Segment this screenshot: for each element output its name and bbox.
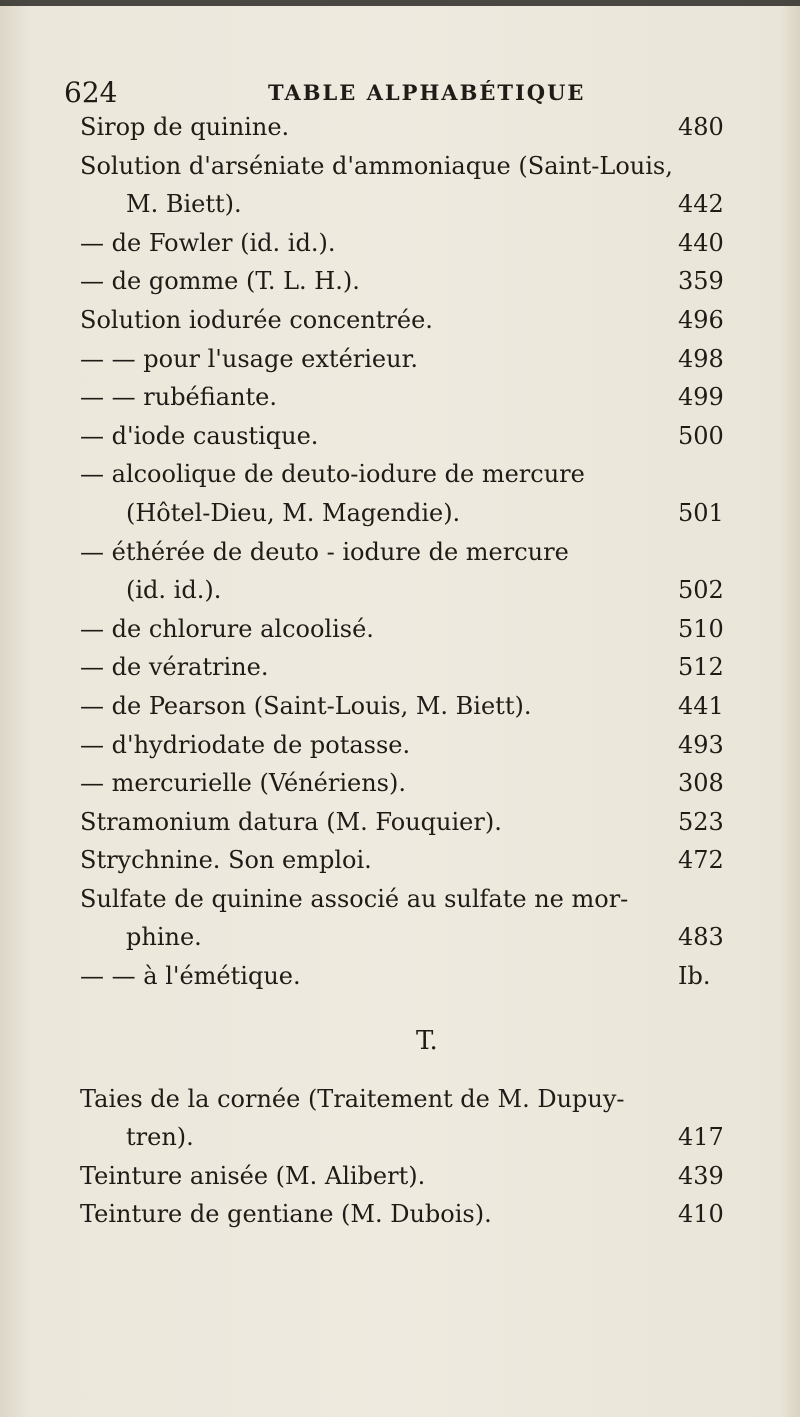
index-entry xyxy=(0,1118,800,1157)
entry-text: — — rubéfiante. xyxy=(80,383,278,412)
entry-page-number: 480 xyxy=(678,113,724,141)
index-entry xyxy=(0,185,800,224)
entry-text: Strychnine. Son emploi. xyxy=(80,846,372,875)
entry-text: — mercurielle (Vénériens). xyxy=(80,769,406,798)
index-entry xyxy=(0,764,800,803)
entry-text: — de Fowler (id. id.). xyxy=(80,228,336,257)
index-entry xyxy=(0,1195,800,1234)
entry-text: — d'iode caustique. xyxy=(80,421,319,450)
entry-text: Taies de la cornée (Traitement de M. Dupuy- xyxy=(80,1084,625,1113)
entry-page-number: Ib. xyxy=(678,962,711,991)
entry-text: — éthérée de deuto - iodure de mercure xyxy=(80,537,569,566)
index-entry xyxy=(0,918,800,957)
entry-page-number: 417 xyxy=(678,1123,724,1152)
entry-page-number: 493 xyxy=(678,730,724,759)
entry-text: — d'hydriodate de potasse. xyxy=(80,730,411,759)
entry-text: Solution iodurée concentrée. xyxy=(80,305,433,334)
entry-text: Sirop de quinine. xyxy=(80,113,290,141)
entry-text: — alcoolique de deuto-iodure de mercure xyxy=(80,460,585,489)
entry-text: — de vératrine. xyxy=(80,653,269,682)
entry-text: phine. xyxy=(126,923,202,952)
entry-text: (id. id.). xyxy=(126,576,222,605)
index-entry xyxy=(0,648,800,687)
entry-text: Stramonium datura (M. Fouquier). xyxy=(80,807,502,836)
entry-text: — de gomme (T. L. H.). xyxy=(80,267,360,296)
index-entry xyxy=(0,147,800,186)
index-section-s xyxy=(0,108,800,996)
section-divider xyxy=(0,996,800,1080)
index-entry xyxy=(0,687,800,726)
entry-page-number: 472 xyxy=(678,846,724,875)
entry-text: Sulfate de quinine associé au sulfate ne mor- xyxy=(80,884,629,913)
entry-text: — de Pearson (Saint-Louis, M. Biett). xyxy=(80,691,532,720)
index-entry xyxy=(0,340,800,379)
entry-page-number: 523 xyxy=(678,807,724,836)
page-number: 624 xyxy=(64,76,118,109)
index-entry xyxy=(0,726,800,765)
entry-page-number: 498 xyxy=(678,344,724,373)
index-entry xyxy=(0,224,800,263)
entry-text: tren). xyxy=(126,1123,194,1152)
index-section-t xyxy=(0,1080,800,1234)
index-entry xyxy=(0,378,800,417)
index-entry xyxy=(0,957,800,996)
index-entry xyxy=(0,417,800,456)
entry-text: Teinture anisée (M. Alibert). xyxy=(80,1161,426,1190)
entry-text: — — à l'émétique. xyxy=(80,962,301,991)
index-entry xyxy=(0,301,800,340)
index-entry xyxy=(0,803,800,842)
entry-text: M. Biett). xyxy=(126,190,242,219)
entry-page-number: 308 xyxy=(678,769,724,798)
index-entry xyxy=(0,533,800,572)
index-entry xyxy=(0,108,800,147)
entry-page-number: 483 xyxy=(678,923,724,952)
entry-page-number: 501 xyxy=(678,498,724,527)
entry-page-number: 410 xyxy=(678,1200,724,1229)
index-entry xyxy=(0,571,800,610)
index-entry xyxy=(0,494,800,533)
entry-page-number: 496 xyxy=(678,305,724,334)
page-top-edge xyxy=(0,0,800,6)
entry-page-number: 442 xyxy=(678,190,724,219)
entry-page-number: 499 xyxy=(678,383,724,412)
index-entry xyxy=(0,610,800,649)
index-entry xyxy=(0,455,800,494)
entry-text: — de chlorure alcoolisé. xyxy=(80,614,374,643)
entry-page-number: 510 xyxy=(678,614,724,643)
entry-page-number: 502 xyxy=(678,576,724,605)
index-entry xyxy=(0,262,800,301)
page-title: TABLE ALPHABÉTIQUE xyxy=(268,80,586,105)
index-entry xyxy=(0,841,800,880)
index-entry xyxy=(0,1157,800,1196)
index-entries xyxy=(0,108,800,1234)
entry-text: (Hôtel-Dieu, M. Magendie). xyxy=(126,498,461,527)
entry-page-number: 500 xyxy=(678,421,724,450)
entry-page-number: 441 xyxy=(678,691,724,720)
entry-page-number: 359 xyxy=(678,267,724,296)
entry-text: Solution d'arséniate d'ammoniaque (Saint-Louis, xyxy=(80,151,673,180)
entry-page-number: 439 xyxy=(678,1161,724,1190)
section-letter: T. xyxy=(416,1025,438,1056)
entry-text: Teinture de gentiane (M. Dubois). xyxy=(80,1200,492,1229)
index-entry xyxy=(0,880,800,919)
entry-page-number: 440 xyxy=(678,228,724,257)
entry-page-number: 512 xyxy=(678,653,724,682)
entry-text: — — pour l'usage extérieur. xyxy=(80,344,419,373)
index-entry xyxy=(0,1080,800,1119)
